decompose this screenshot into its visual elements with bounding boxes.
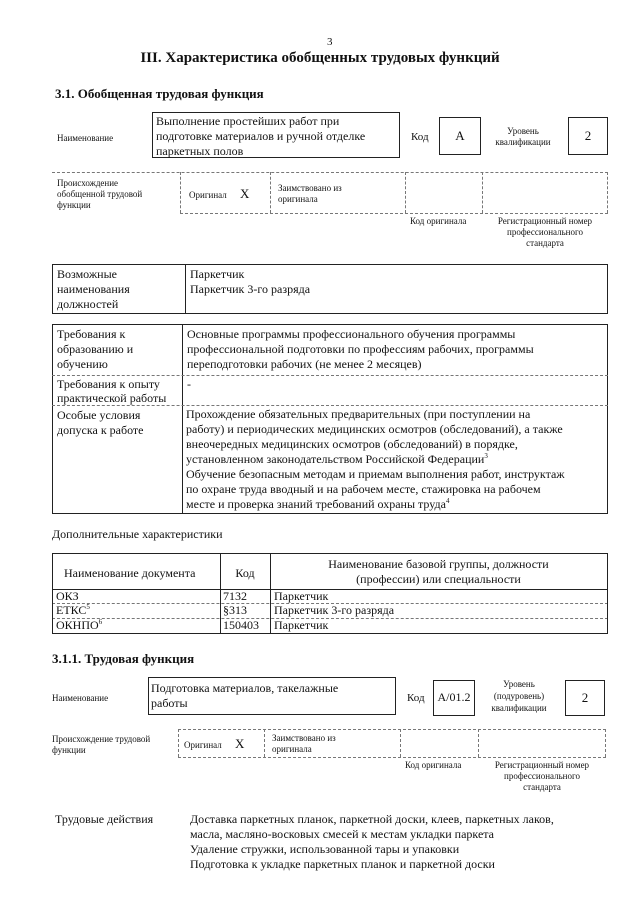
gtf-origin-divider-1	[180, 172, 181, 213]
tf-origin-divider-1	[178, 729, 179, 757]
position-value-2: Паркетчик 3-го разряда	[190, 282, 311, 296]
tf-origin-bottom-line	[178, 757, 606, 758]
gtf-origin-divider-4	[482, 172, 483, 213]
additional-col-code: Код	[235, 566, 255, 580]
gtf-orig-code-caption: Код оригинала	[410, 216, 467, 226]
tf-level-label-2: (подуровень)	[493, 691, 545, 701]
additional-table-bottom	[52, 633, 608, 634]
additional-row-3-code: 150403	[223, 618, 259, 632]
gtf-name-line-2: подготовке материалов и ручной отделке	[156, 129, 366, 143]
conditions-value-3: внеочередных медицинских осмотров (обследований) в порядке,	[186, 437, 518, 451]
tf-origin-divider-4	[478, 729, 479, 757]
tf-origin-top-line	[178, 729, 606, 730]
tf-borrowed-2: оригинала	[272, 744, 312, 754]
gtf-origin-label-2: обобщенной трудовой	[57, 189, 143, 199]
action-line-4: Подготовка к укладке паркетных планок и паркетной доски	[190, 857, 495, 871]
gtf-name-line-1: Выполнение простейших работ при	[156, 114, 340, 128]
conditions-value-1: Прохождение обязательных предварительных (при поступлении на	[186, 407, 531, 421]
education-value-2: профессиональной подготовки по профессиям рабочих, программы	[187, 342, 534, 356]
gtf-name-label: Наименование	[57, 133, 114, 143]
tf-code-value: A/01.2	[437, 690, 471, 704]
position-value-1: Паркетчик	[190, 267, 245, 281]
education-label-2: образованию и	[57, 342, 134, 356]
additional-row-1-code: 7132	[223, 589, 247, 603]
additional-heading: Дополнительные характеристики	[52, 527, 223, 541]
tf-code-label: Код	[407, 692, 425, 704]
education-value-1: Основные программы профессионального обучения программы	[187, 327, 516, 341]
action-line-2: масла, масляно-восковых смесей к местам укладки паркета	[190, 827, 495, 841]
gtf-original-mark: X	[240, 186, 250, 201]
gtf-borrowed-2: оригинала	[278, 194, 318, 204]
conditions-value-4: установленном законодательством Российской Федерации$^3$	[186, 452, 488, 466]
experience-label-2: практической работы	[57, 391, 167, 405]
gtf-name-line-3: паркетных полов	[156, 144, 244, 158]
additional-row-1-name: Паркетчик	[274, 589, 329, 603]
gtf-level-label-2: квалификации	[495, 137, 551, 147]
additional-col-name-2: (профессии) или специальности	[356, 572, 521, 586]
tf-level-value: 2	[581, 690, 589, 705]
gtf-origin-divider-2	[270, 172, 271, 213]
experience-label-1: Требования к опыту	[57, 377, 160, 391]
gtf-origin-label-3: функции	[57, 200, 91, 210]
tf-name-line-2: работы	[151, 696, 188, 710]
conditions-label-1: Особые условия	[57, 408, 141, 422]
tf-level-label-3: квалификации	[491, 703, 547, 713]
action-line-3: Удаление стружки, использованной тары и упаковки	[190, 842, 460, 856]
additional-col-line-3	[607, 553, 608, 633]
positions-label-2: наименования	[57, 282, 130, 296]
section-title: III. Характеристика обобщенных трудовых функций	[140, 50, 500, 66]
requirements-divider	[182, 324, 183, 514]
additional-row-2-name: Паркетчик 3-го разряда	[274, 603, 395, 617]
positions-divider	[185, 264, 186, 314]
additional-row-3-name: Паркетчик	[274, 618, 329, 632]
requirements-row-line-1	[52, 375, 608, 376]
gtf-level-value: 2	[584, 128, 592, 143]
additional-row-2-doc: ЕТКС$^5$	[56, 603, 90, 617]
tf-original-mark: X	[235, 736, 245, 751]
gtf-borrowed-1: Заимствовано из	[278, 183, 342, 193]
positions-box	[52, 264, 608, 314]
positions-label-1: Возможные	[57, 267, 117, 281]
additional-row-3-doc: ОКНПО$^6$	[56, 618, 103, 632]
additional-col-line-1	[220, 553, 221, 633]
additional-col-name-1: Наименование базовой группы, должности	[328, 557, 549, 571]
conditions-value-6: по охране труда вводный и на рабочем месте, стажировка на рабочем	[186, 482, 541, 496]
education-value-3: переподготовки рабочих (не менее 2 месяцев)	[187, 357, 422, 371]
conditions-label-2: допуска к работе	[57, 423, 144, 437]
conditions-value-7: месте и проверка знаний требований охраны труда$^4$	[186, 497, 450, 511]
gtf-origin-top-line	[52, 172, 608, 173]
experience-value: -	[187, 377, 191, 391]
conditions-value-2: работу) и периодических медицинских осмотров (обследований), а также	[186, 422, 563, 436]
page-number: 3	[327, 36, 333, 48]
additional-row-2-code: §313	[223, 603, 247, 617]
positions-label-3: должностей	[57, 297, 119, 311]
tf-origin-label-2: функции	[52, 745, 86, 755]
tf-origin-divider-5	[605, 729, 606, 757]
additional-row-line-2	[52, 618, 608, 619]
gtf-origin-bottom-line	[180, 213, 608, 214]
additional-header-bottom	[52, 589, 608, 590]
additional-row-1-doc: ОКЗ	[56, 589, 79, 603]
conditions-value-5: Обучение безопасным методам и приемам выполнения работ, инструктаж	[186, 467, 565, 481]
gtf-origin-label-1: Происхождение	[57, 178, 119, 188]
tf-reg-number-2: профессионального	[504, 771, 580, 781]
tf-origin-divider-2	[264, 729, 265, 757]
gtf-heading: 3.1. Обобщенная трудовая функция	[55, 86, 264, 101]
tf-original-label: Оригинал	[184, 740, 222, 750]
gtf-reg-number-1: Регистрационный номер	[497, 216, 593, 226]
gtf-level-label-1: Уровень	[507, 126, 539, 136]
tf-name-line-1: Подготовка материалов, такелажные	[151, 681, 339, 695]
gtf-reg-number-3: стандарта	[526, 238, 564, 248]
gtf-origin-divider-3	[405, 172, 406, 213]
actions-label: Трудовые действия	[55, 812, 154, 826]
tf-name-label: Наименование	[52, 693, 109, 703]
tf-origin-label-1: Происхождение трудовой	[52, 734, 151, 744]
tf-borrowed-1: Заимствовано из	[272, 733, 336, 743]
additional-col-line-0	[52, 553, 53, 633]
gtf-reg-number-2: профессионального	[507, 227, 583, 237]
gtf-code-label: Код	[411, 131, 429, 143]
additional-table-top	[52, 553, 608, 554]
additional-col-doc: Наименование документа	[64, 566, 196, 580]
tf-level-label-1: Уровень	[503, 679, 535, 689]
footnote-3: 3	[484, 452, 488, 460]
education-label-1: Требования к	[57, 327, 126, 341]
action-line-1: Доставка паркетных планок, паркетной доски, клеев, паркетных лаков,	[190, 812, 554, 826]
gtf-code-value: A	[455, 128, 465, 143]
gtf-original-label: Оригинал	[189, 190, 227, 200]
tf-origin-divider-3	[400, 729, 401, 757]
footnote-4: 4	[445, 497, 450, 505]
tf-reg-number-1: Регистрационный номер	[494, 760, 590, 770]
tf-reg-number-3: стандарта	[523, 782, 561, 792]
tf-heading: 3.1.1. Трудовая функция	[52, 651, 195, 666]
education-label-3: обучению	[57, 357, 108, 371]
gtf-origin-divider-5	[607, 172, 608, 213]
tf-orig-code-caption: Код оригинала	[405, 760, 462, 770]
